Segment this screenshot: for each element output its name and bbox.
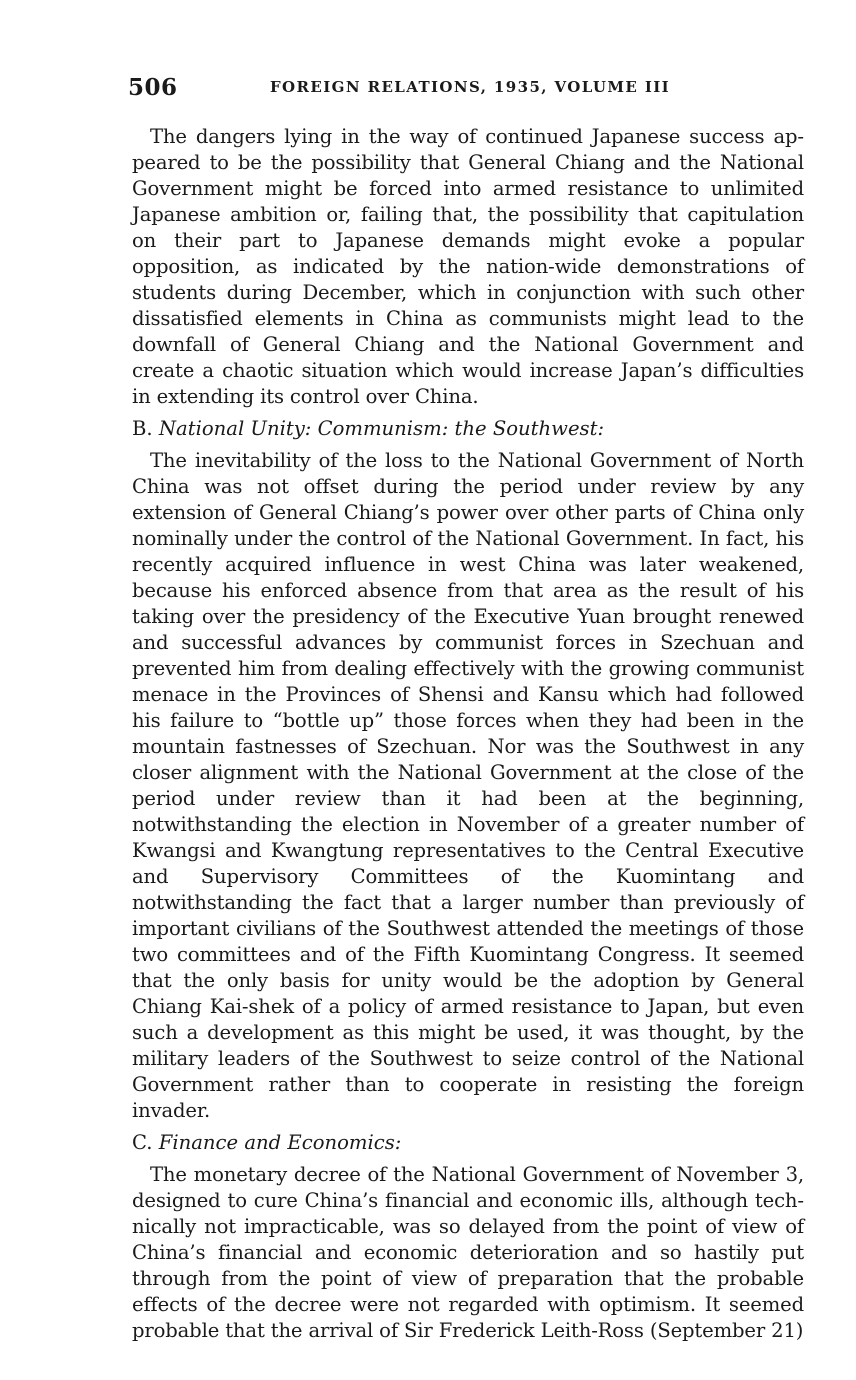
page-header bbox=[128, 70, 804, 104]
section-label-c: C. bbox=[132, 1131, 153, 1154]
section-title-c: Finance and Economics: bbox=[158, 1131, 402, 1154]
paragraph-national-unity: The inevitability of the loss to the National Government of North China was not offset during the period under review by any extension of General Chiang’s power over other parts of China only nominally under the control of the National Government. In fact, his recently acquired influence in west China was later weakened, because his enforced absence from that area as the result of his taking over the presidency of the Executive Yuan brought renewed and successful advances by communist forces in Szechuan and prevented him from dealing effectively with the growing communist menace in the Provinces of Shensi and Kansu which had followed his failure to “bottle up” those forces when they had been in the mountain fastnesses of Szechuan. Nor was the Southwest in any closer alignment with the National Government at the close of the period under review than it had been at the beginning, notwithstanding the election in November of a greater number of Kwangsi and Kwangtung representatives to the Central Executive and Supervisory Committees of the Kuomintang and notwithstanding the fact that a larger number than previously of important civilians of the Southwest attended the meetings of those two committees and of the Fifth Kuomintang Congress. It seemed that the only basis for unity would be the adoption by General Chiang Kai-shek of a policy of armed resistance to Japan, but even such a development as this might be used, it was thought, by the military leaders of the Southwest to seize control of the National Government rather than to cooperate in resisting the foreign invader. bbox=[132, 449, 804, 1122]
paragraph-finance: The monetary decree of the National Government of November 3, designed to cure China’s financial and economic ills, although technically not impracticable, was so delayed from the point of view of China’s financial and economic deterioration and so hastily put through from the point of view of preparation that the probable effects of the decree were not regarded with optimism. It seemed probable that the arrival of Sir Frederick Leith-Ross (September 21) bbox=[132, 1163, 804, 1342]
section-heading-c bbox=[132, 1130, 804, 1156]
document-page bbox=[128, 70, 804, 1344]
section-label-b: B. bbox=[132, 417, 153, 440]
paragraph-japanese-dangers: The dangers lying in the way of continued Japanese success appeared to be the possibility that General Chiang and the National Government might be forced into armed resistance to unlimited Japanese ambition or, failing that, the possibility that capitulation on their part to Japanese demands might evoke a popular opposition, as indicated by the nation-wide demonstrations of students during December, which in conjunction with such other dissatisfied elements in China as communists might lead to the downfall of General Chiang and the National Government and create a chaotic situation which would increase Japan’s difficulties in extending its control over China. bbox=[132, 125, 804, 408]
page-number: 506 bbox=[128, 74, 178, 101]
section-title-b: National Unity: Communism: the Southwest: bbox=[158, 417, 605, 440]
section-heading-b bbox=[132, 416, 804, 442]
running-head: FOREIGN RELATIONS, 1935, VOLUME III bbox=[270, 78, 671, 96]
